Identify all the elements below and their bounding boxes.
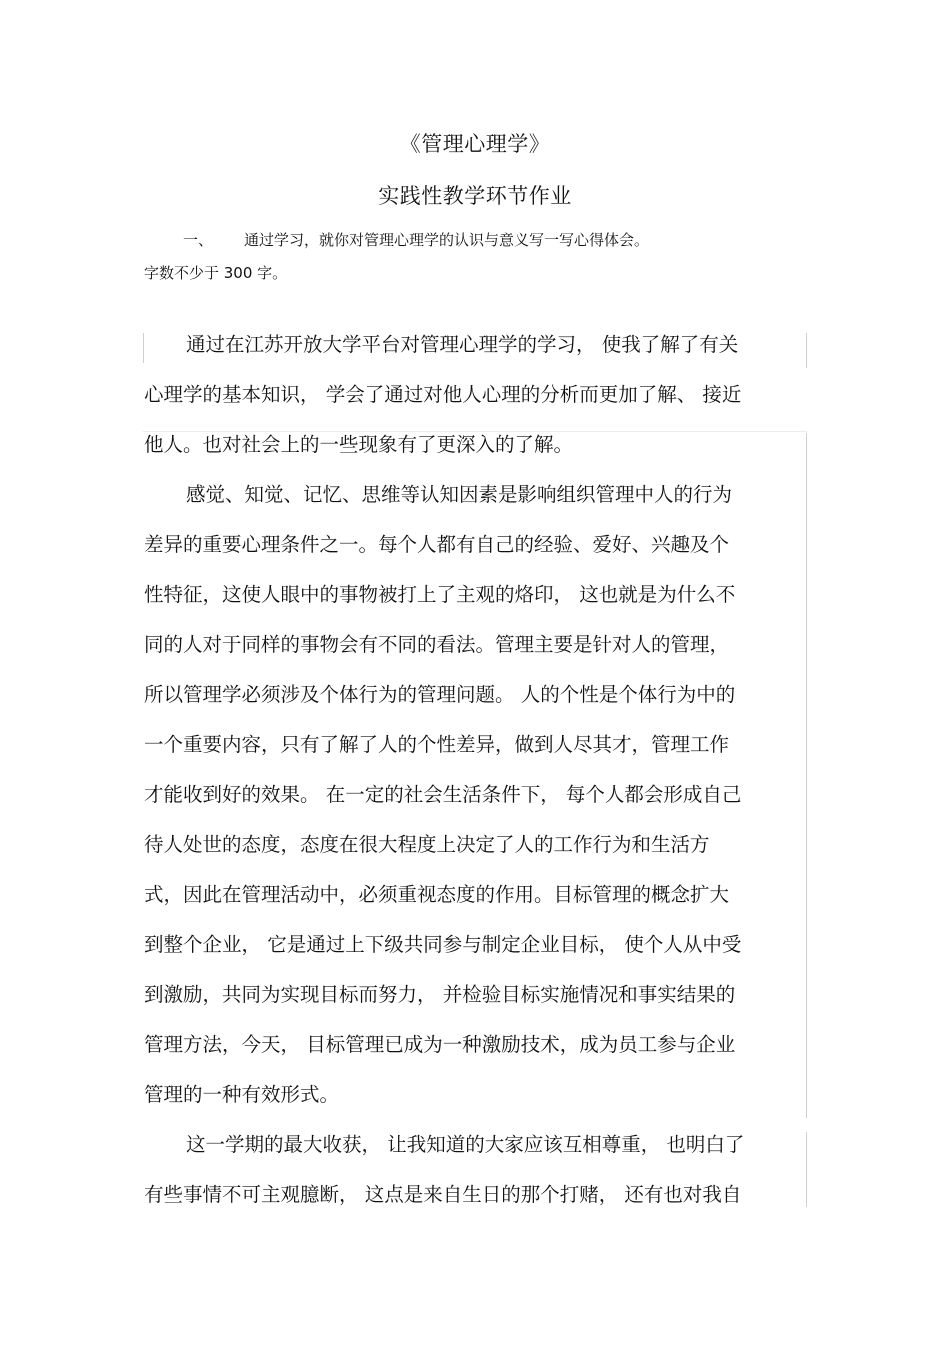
essay-line: 到整个企业， 它是通过上下级共同参与制定企业目标， 使个人从中受: [144, 933, 742, 956]
essay-line: 差异的重要心理条件之一。每个人都有自己的经验、爱好、兴趣及个: [144, 533, 730, 556]
essay-line: 式，因此在管理活动中，必须重视态度的作用。目标管理的概念扩大: [144, 883, 730, 906]
question-requirement: 字数不少于 300 字。: [144, 264, 288, 282]
essay-line: 感觉、知觉、记忆、思维等认知因素是影响组织管理中人的行为: [186, 483, 733, 506]
essay-line: 才能收到好的效果。 在一定的社会生活条件下， 每个人都会形成自己: [144, 783, 742, 806]
essay-line: 性特征，这使人眼中的事物被打上了主观的烙印， 这也就是为什么不: [144, 583, 736, 606]
question-number: 一、: [183, 231, 214, 249]
essay-line: 通过在江苏开放大学平台对管理心理学的学习， 使我了解了有关: [186, 333, 739, 356]
question-text: 通过学习，就你对管理心理学的认识与意义写一写心得体会。: [244, 231, 650, 249]
essay-line: 待人处世的态度，态度在很大程度上决定了人的工作行为和生活方: [144, 833, 710, 856]
essay-body: [144, 320, 809, 1220]
essay-line: 这一学期的最大收获， 让我知道的大家应该互相尊重， 也明白了: [186, 1133, 745, 1156]
essay-line: 所以管理学必须涉及个体行为的管理问题。 人的个性是个体行为中的: [144, 683, 736, 706]
essay-line: 心理学的基本知识， 学会了通过对他人心理的分析而更加了解、 接近: [144, 383, 742, 406]
essay-line: 他人。也对社会上的一些现象有了更深入的了解。: [144, 433, 574, 456]
essay-line: 有些事情不可主观臆断， 这点是来自生日的那个打赌， 还有也对我自: [144, 1183, 742, 1206]
essay-line: 同的人对于同样的事物会有不同的看法。管理主要是针对人的管理，: [144, 633, 730, 656]
document-subtitle: 实践性教学环节作业: [378, 184, 572, 208]
essay-line: 一个重要内容，只有了解了人的个性差异，做到人尽其才，管理工作: [144, 733, 730, 756]
essay-line: 管理的一种有效形式。: [144, 1083, 340, 1106]
essay-line: 到激励，共同为实现目标而努力， 并检验目标实施情况和事实结果的: [144, 983, 736, 1006]
document-title: 《管理心理学》: [399, 132, 551, 156]
essay-line: 管理方法，今天， 目标管理已成为一种激励技术，成为员工参与企业: [144, 1033, 736, 1056]
